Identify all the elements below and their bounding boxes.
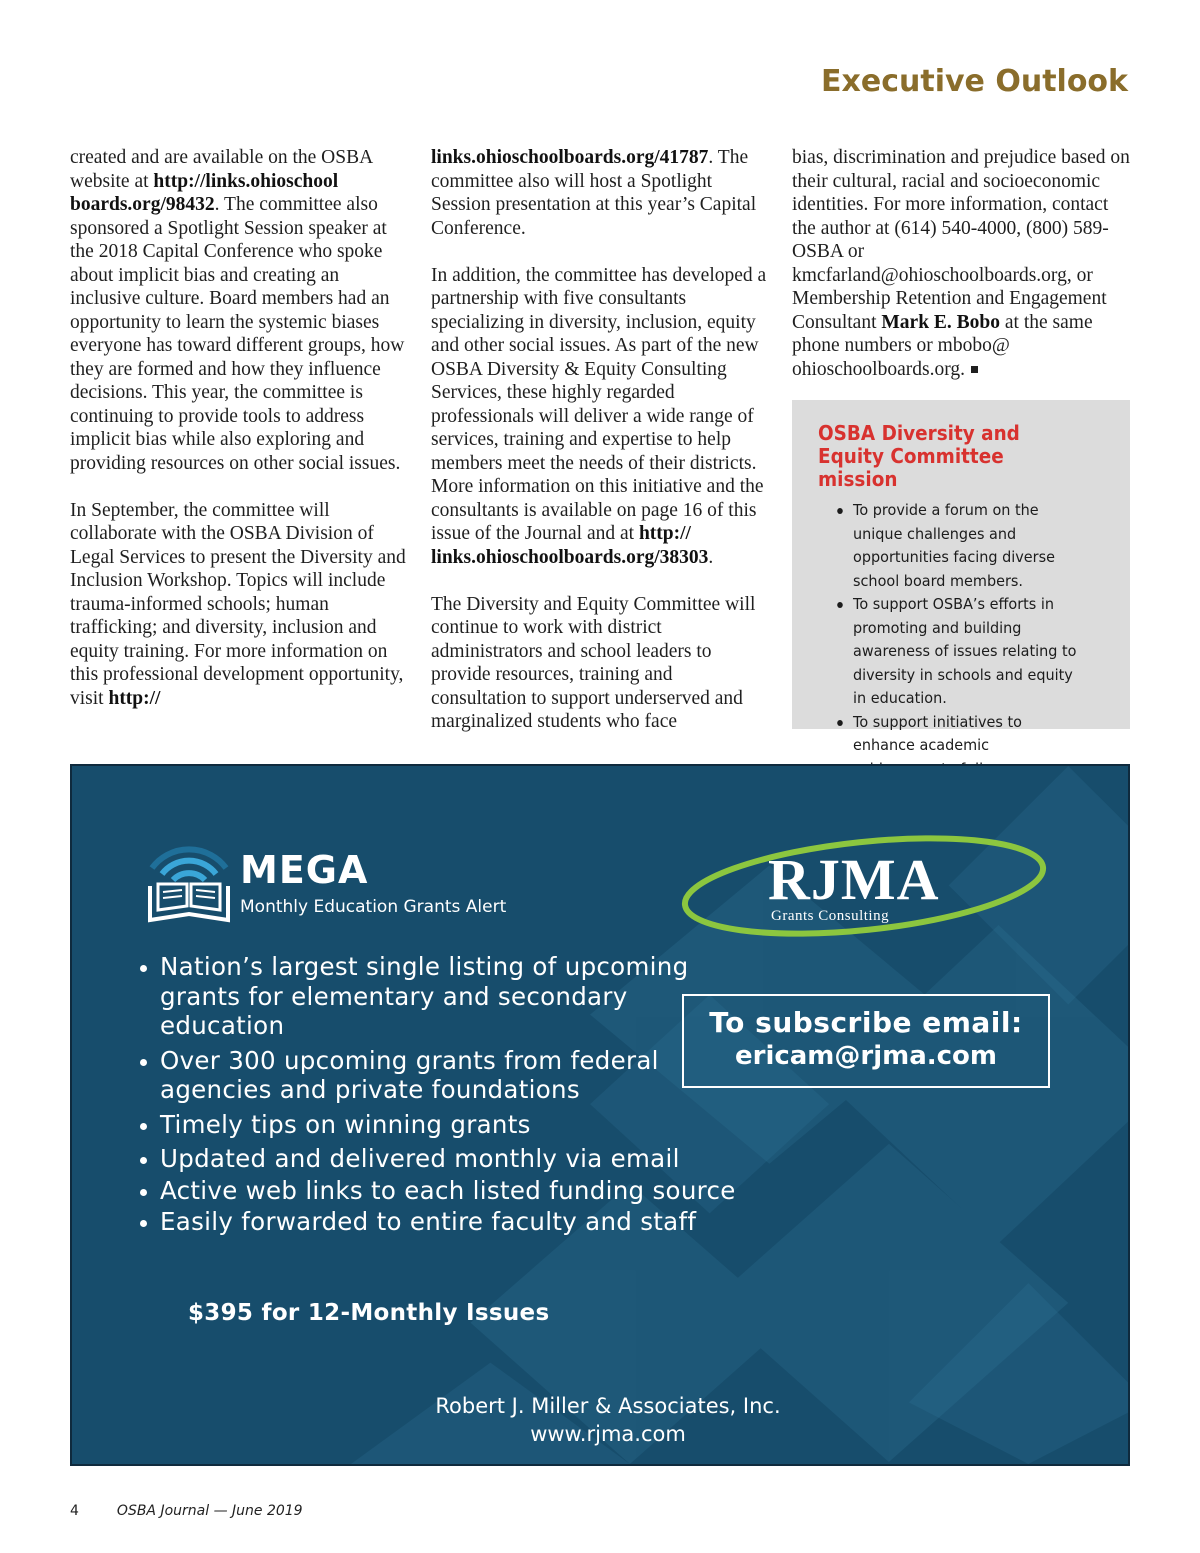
link-text[interactable]: links.ohioschoolboards.org/41787 [431,147,709,168]
rjma-advertisement [70,764,1130,1466]
paragraph: The Diversity and Equity Committee will continue to work with district administrators and school leaders to provide resources, training and consultation to support underserved and marginalized students who face [431,593,756,732]
mega-subtitle: Monthly Education Grants Alert [240,897,507,917]
ad-benefits-list [138,952,738,1242]
link-text[interactable]: http:// links.ohioschoolboards.org/38303 [431,523,709,568]
article-column-3 [792,146,1130,381]
list-item: Active web links to each listed funding source [138,1176,738,1206]
paragraph: In addition, the committee has developed a partnership with five consultants specializing in diversity, inclusion, equity and other social issues. As part of the new OSBA Diversity & Equity Consulting Services, these highly regarded professionals will deliver a wide range of services, training and expertise to help members meet the needs of their districts. More information on this initiative and the consultants is available on page 16 of this issue of the Journal and at http:// links.ohioschoolboards.org/38303. [431,264,767,568]
paragraph: created and are available on the OSBA website at http://links.ohioschool boards.org/98432. The committee also sponsored a Spotlight Session speaker at the 2018 Capital Conference who spoke about implicit bias and creating an inclusive culture. Board members had an opportunity to learn the systemic biases everyone has toward different groups, how they are formed and how they influence decisions. This year, the committee is continuing to provide tools to address implicit bias while also exploring and providing resources on other social issues. [70,147,405,474]
link-text[interactable]: http:// [108,687,161,709]
company-name: Robert J. Miller & Associates, Inc. [435,1394,781,1418]
list-item: Timely tips on winning grants [138,1110,738,1140]
section-title: Executive Outlook [821,64,1128,99]
subscribe-email-link[interactable]: ericam@rjma.com [734,1041,998,1071]
mission-item: To support initiatives to enhance academic [853,711,1086,805]
link-text[interactable]: http://links.ohioschool boards.org/98432 [70,170,339,215]
paragraph: links.ohioschoolboards.org/41787. The committee also will host a Spotlight Session presentation at this year’s Capital Conference. [431,147,757,239]
article-column-2 [431,146,769,734]
rjma-name: RJMA [768,847,940,912]
list-item: Over 300 upcoming grants from federal agencies and private foundations [138,1046,738,1105]
company-url-link[interactable]: www.rjma.com [530,1422,686,1446]
page-footer [70,1503,303,1519]
page-number: 4 [70,1503,79,1519]
mission-list [818,499,1104,805]
open-book-wifi-icon [144,836,234,926]
subscribe-box [682,994,1050,1088]
mission-box [792,400,1130,754]
list-item: Updated and delivered monthly via email [138,1144,738,1174]
list-item: Easily forwarded to entire faculty and staff [138,1207,738,1237]
publication-name: OSBA Journal — June 2019 [116,1503,303,1519]
paragraph: bias, discrimination and prejudice based on their cultural, racial and socioeconomic identities. For more information, contact the author at (614) 540-4000, (800) 589-OSBA or kmcfarland@ohioschoolboards.org, or Membership Retention and Engagement Consultant Mark E. Bobo at the same phone numbers or mbobo@ ohioschoolboards.org. [792,147,1130,380]
mega-title: MEGA [240,848,369,892]
article-column-1 [70,146,408,710]
rjma-subtitle: Grants Consulting [771,908,890,924]
paragraph: In September, the committee will collaborate with the OSBA Division of Legal Services to present the Diversity and Inclusion Workshop. Topics will include trauma-informed schools; human trafficking; and diversity, inclusion and equity training. For more information on this professional development opportunity, visit http:// [70,499,406,709]
author-name: Mark E. Bobo [881,311,1001,333]
subscribe-label: To subscribe email: [709,1006,1023,1039]
mission-item: To provide a forum on the unique challenges and opportunities facing diverse school board members. [853,499,1086,593]
price-text: $395 for 12-Monthly Issues [188,1300,550,1326]
mission-item: To support OSBA’s efforts in promoting and building awareness of issues relating to diversity in schools and equity in education. [853,593,1086,711]
mission-title: OSBA Diversity and Equity Committee mission [818,421,1020,491]
end-mark-icon [971,366,978,373]
list-item: Nation’s largest single listing of upcoming grants for elementary and secondary education [138,952,738,1041]
